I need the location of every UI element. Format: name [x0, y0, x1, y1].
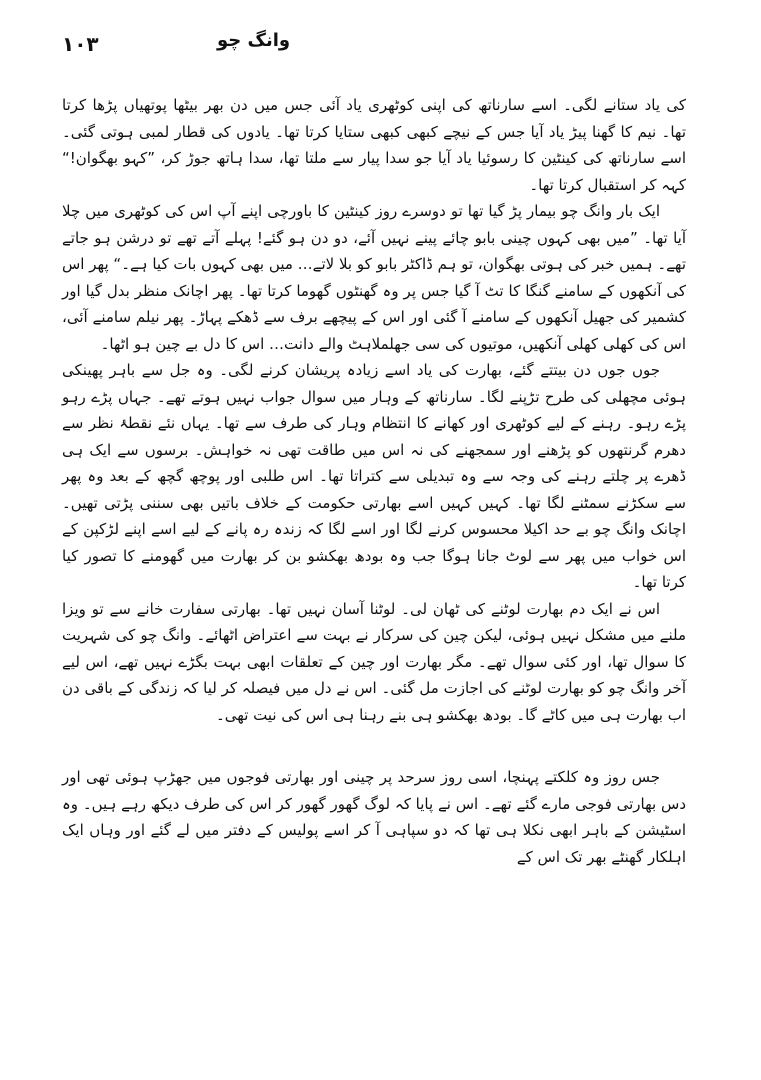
running-title: وانگ چو — [217, 30, 291, 51]
body-text — [62, 92, 686, 870]
section-break — [62, 728, 686, 764]
page-header — [52, 30, 709, 60]
page-number: ۱۰۳ — [62, 32, 99, 56]
paragraph-5: جس روز وہ کلکتے پہنچا، اسی روز سرحد پر چینی اور بھارتی فوجوں میں جھڑپ ہوئی تھی اور دس بھارتی فوجی مارے گئے تھے۔ اس نے پایا کہ لوگ گھور گھور کر اس کی طرف دیکھ رہے ہیں۔ وہ اسٹیشن کے باہر ابھی نکلا ہی تھا کہ دو سپاہی آ کر اسے پولیس کے دفتر میں لے گئے اور وہاں ایک اہلکار گھنٹے بھر تک اس کے — [62, 768, 686, 866]
paragraph-4: اس نے ایک دم بھارت لوٹنے کی ٹھان لی۔ لوٹنا آسان نہیں تھا۔ بھارتی سفارت خانے سے تو ویزا ملنے میں مشکل نہیں ہوئی، لیکن چین کی سرکار نے بہت سے اعتراض اٹھائے۔ وانگ چو کی شہریت کا سوال تھا، اور کئی سوال تھے۔ مگر بھارت اور چین کے تعلقات ابھی بہت بگڑے نہیں تھے، اس لیے آخر وانگ چو کو بھارت لوٹنے کی اجازت مل گئی۔ اس نے دل میں فیصلہ کر لیا کہ زندگی کے باقی دن اب بھارت ہی میں کاٹے گا۔ بودھ بھکشو ہی بنے رہنا ہی اس کی نیت تھی۔ — [62, 599, 686, 724]
paragraph-1: کی یاد ستانے لگی۔ اسے سارناتھ کی اپنی کوٹھری یاد آئی جس میں دن بھر بیٹھا پوتھیاں پڑھا کرتا تھا۔ نیم کا گھنا پیڑ یاد آیا جس کے نیچے کبھی کبھی ستایا کرتا تھا۔ یادوں کی قطار لمبی ہوتی گئی۔ اسے سارناتھ کی کینٹین کا رسوئیا یاد آیا جو سدا پیار سے ملتا تھا، سدا ہاتھ جوڑ کر، ”کہو بھگوان!“ کہہ کر استقبال کرتا تھا۔ — [62, 96, 686, 194]
paragraph-3: جوں جوں دن بیتتے گئے، بھارت کی یاد اسے زیادہ پریشان کرنے لگی۔ وہ جل سے باہر پھینکی ہوئی مچھلی کی طرح تڑپنے لگا۔ سارناتھ کے وہار میں سوال جواب نہیں ہوتے تھے۔ جہاں پڑے رہو پڑے رہو۔ رہنے کے لیے کوٹھری اور کھانے کا انتظام وہار کی طرف سے تھا۔ یہاں نئے نقطۂ نظر سے دھرم گرنتھوں کو پڑھنے اور سمجھنے کی نہ اس میں طاقت تھی نہ خواہش۔ برسوں سے ایک ہی ڈھرے پر چلتے رہنے کی وجہ سے وہ تبدیلی سے کتراتا تھا۔ اس طلبی اور پوچھ گچھ کے بعد وہ پھر سے سکڑنے سمٹنے لگا تھا۔ کہیں کہیں اسے بھارتی حکومت کے خلاف باتیں بھی سننی پڑتی تھیں۔ اچانک وانگ چو بے حد اکیلا محسوس کرنے لگا اور اسے لگا کہ زندہ رہ پانے کے لیے اسے اپنے لڑکپن کے اس خواب میں پھر سے لوٹ جانا ہوگا جب وہ بودھ بھکشو بن کر بھارت میں گھومنے کا تصور کیا کرتا تھا۔ — [62, 361, 686, 591]
paragraph-2: ایک بار وانگ چو بیمار پڑ گیا تھا تو دوسرے روز کینٹین کا باورچی اپنے آپ اس کی کوٹھری میں چلا آیا تھا۔ ”میں بھی کہوں چینی بابو چائے پینے نہیں آئے، دو دن ہو گئے! پہلے آتے تھے تو درشن ہو جاتے تھے۔ ہمیں خبر کی ہوتی بھگوان، تو ہم ڈاکٹر بابو کو بلا لاتے… میں بھی کہوں بات کیا ہے۔“ پھر اس کی آنکھوں کے سامنے گنگا کا تٹ آ گیا جس پر وہ گھنٹوں گھوما کرتا تھا۔ پھر اچانک منظر بدل گیا اور کشمیر کی جھیل آنکھوں کے سامنے آ گئی اور اس کے پیچھے برف سے ڈھکے پہاڑ۔ پھر نیلم سامنے آئی، اس کی کھلی کھلی آنکھیں، موتیوں کی سی جھلملاہٹ والے دانت… اس کا دل بے چین ہو اٹھا۔ — [62, 202, 686, 353]
